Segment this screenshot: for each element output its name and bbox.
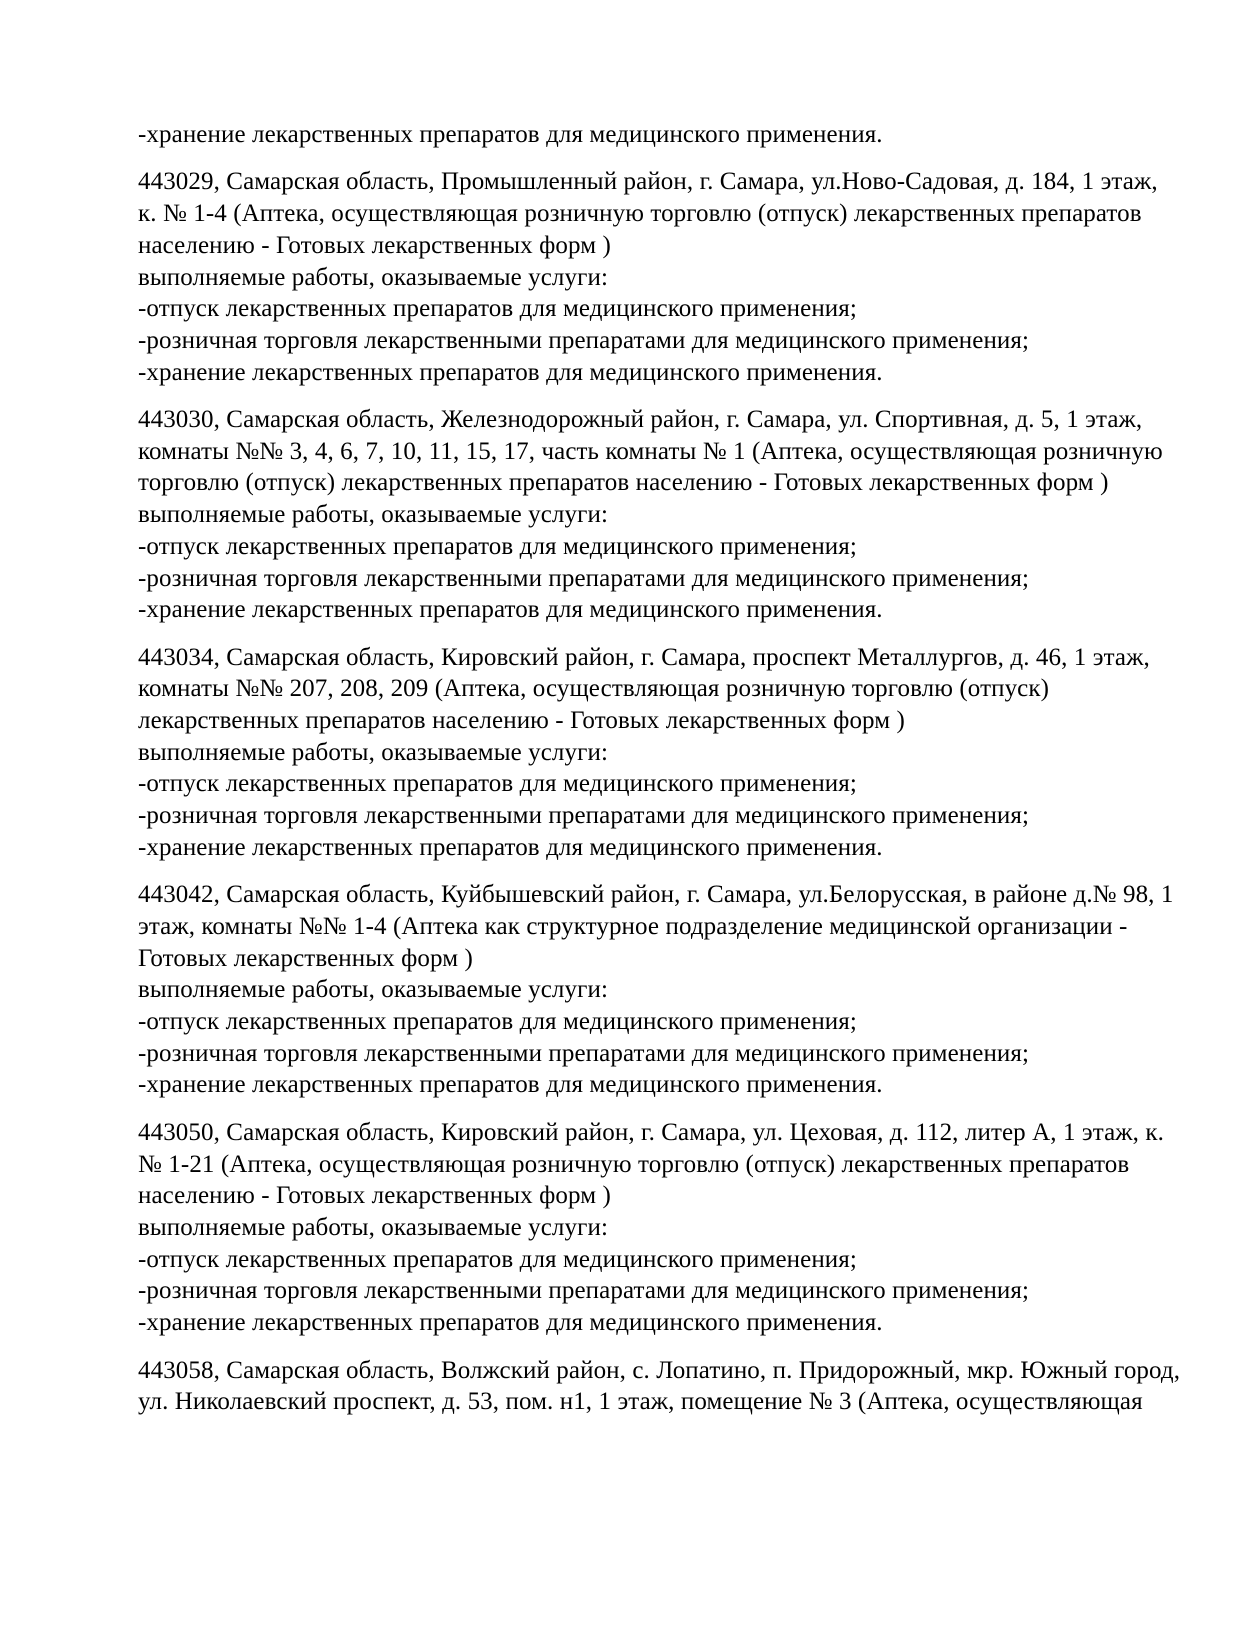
address-block-443042 bbox=[138, 879, 1210, 1101]
text-line: -хранение лекарственных препаратов для медицинского применения. bbox=[138, 1071, 883, 1099]
text-line: -розничная торговля лекарственными препаратами для медицинского применения; bbox=[138, 1277, 1030, 1305]
text-line: населению - Готовых лекарственных форм ) bbox=[138, 231, 611, 259]
text-line: -отпуск лекарственных препаратов для медицинского применения; bbox=[138, 1008, 857, 1036]
text-line: комнаты №№ 3, 4, 6, 7, 10, 11, 15, 17, часть комнаты № 1 (Аптека, осуществляющая розничную bbox=[138, 437, 1163, 465]
text-line: выполняемые работы, оказываемые услуги: bbox=[138, 263, 608, 291]
text-line: -отпуск лекарственных препаратов для медицинского применения; bbox=[138, 1245, 857, 1273]
text-line: -хранение лекарственных препаратов для медицинского применения. bbox=[138, 596, 883, 624]
text-line: -отпуск лекарственных препаратов для медицинского применения; bbox=[138, 295, 857, 323]
text-line: выполняемые работы, оказываемые услуги: bbox=[138, 738, 608, 766]
text-line: выполняемые работы, оказываемые услуги: bbox=[138, 501, 608, 529]
text-line: -хранение лекарственных препаратов для медицинского применения. bbox=[138, 121, 883, 148]
address-block-443034 bbox=[138, 642, 1210, 864]
text-line: -хранение лекарственных препаратов для медицинского применения. bbox=[138, 833, 883, 861]
text-line: торговлю (отпуск) лекарственных препаратов населению - Готовых лекарственных форм ) bbox=[138, 469, 1109, 497]
text-line: № 1-21 (Аптека, осуществляющая розничную торговлю (отпуск) лекарственных препаратов bbox=[138, 1150, 1130, 1178]
text-line: -розничная торговля лекарственными препаратами для медицинского применения; bbox=[138, 802, 1030, 830]
address-block-443030 bbox=[138, 404, 1210, 626]
text-line: -хранение лекарственных препаратов для медицинского применения. bbox=[138, 358, 883, 386]
text-line: выполняемые работы, оказываемые услуги: bbox=[138, 976, 608, 1004]
text-line: Готовых лекарственных форм ) bbox=[138, 944, 473, 972]
text-line: лекарственных препаратов населению - Готовых лекарственных форм ) bbox=[138, 707, 905, 735]
address-block-443050 bbox=[138, 1117, 1210, 1339]
address-block-443029 bbox=[138, 166, 1210, 388]
license-addresses-text bbox=[138, 119, 1210, 1418]
address-block-443058 bbox=[138, 1355, 1210, 1418]
text-line: -отпуск лекарственных препаратов для медицинского применения; bbox=[138, 770, 857, 798]
text-line: 443042, Самарская область, Куйбышевский район, г. Самара, ул.Белорусская, в районе д.№ 98, 1 bbox=[138, 881, 1174, 909]
text-line: 443030, Самарская область, Железнодорожный район, г. Самара, ул. Спортивная, д. 5, 1 этаж, bbox=[138, 406, 1143, 434]
paragraph bbox=[138, 119, 1210, 151]
text-line: ул. Николаевский проспект, д. 53, пом. н1, 1 этаж, помещение № 3 (Аптека, осуществляющая bbox=[138, 1388, 1143, 1416]
text-line: -розничная торговля лекарственными препаратами для медицинского применения; bbox=[138, 326, 1030, 354]
text-line: выполняемые работы, оказываемые услуги: bbox=[138, 1213, 608, 1241]
text-line: 443058, Самарская область, Волжский район, с. Лопатино, п. Придорожный, мкр. Южный город, bbox=[138, 1356, 1181, 1384]
text-line: -хранение лекарственных препаратов для медицинского применения. bbox=[138, 1309, 883, 1337]
text-line: 443029, Самарская область, Промышленный район, г. Самара, ул.Ново-Садовая, д. 184, 1 этаж, bbox=[138, 168, 1158, 196]
text-line: этаж, комнаты №№ 1-4 (Аптека как структурное подразделение медицинской организации - bbox=[138, 913, 1128, 940]
text-line: к. № 1-4 (Аптека, осуществляющая розничную торговлю (отпуск) лекарственных препаратов bbox=[138, 200, 1142, 228]
text-line: 443050, Самарская область, Кировский район, г. Самара, ул. Цеховая, д. 112, литер А, 1 этаж, к. bbox=[138, 1118, 1164, 1146]
text-line: комнаты №№ 207, 208, 209 (Аптека, осуществляющая розничную торговлю (отпуск) bbox=[138, 675, 1050, 703]
text-line: -розничная торговля лекарственными препаратами для медицинского применения; bbox=[138, 1039, 1030, 1067]
text-line: -розничная торговля лекарственными препаратами для медицинского применения; bbox=[138, 564, 1030, 592]
text-line: 443034, Самарская область, Кировский район, г. Самара, проспект Металлургов, д. 46, 1 этаж, bbox=[138, 643, 1150, 671]
text-line: -отпуск лекарственных препаратов для медицинского применения; bbox=[138, 532, 857, 560]
text-line: населению - Готовых лекарственных форм ) bbox=[138, 1182, 611, 1210]
